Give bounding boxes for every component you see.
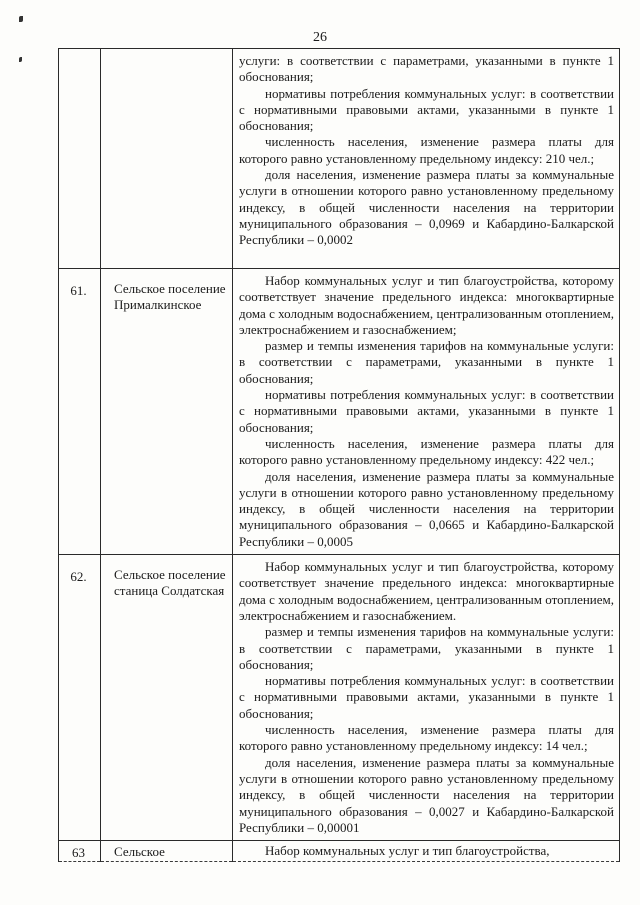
table-row — [59, 841, 620, 862]
margin-mark — [19, 16, 23, 22]
table-row — [59, 269, 620, 555]
paragraph: нормативы потребления коммунальных услуг: в соответствии с нормативными правовыми актами, указанными в пункте 1 обоснования; — [239, 387, 614, 435]
row-description — [233, 555, 620, 841]
settlement-name: Сельское поселение Прималкинское — [101, 269, 233, 555]
indices-table — [58, 48, 620, 862]
row-number: 61. — [59, 269, 101, 555]
paragraph: доля населения, изменение размера платы за коммунальные услуги в отношении которого равно установленному предельному индексу, в общей численности населения на территории муниципального образования – 0,0027 и Кабардино-Балкарской Республики – 0,00001 — [239, 754, 614, 835]
table-row — [59, 555, 620, 841]
row-description — [233, 841, 620, 862]
settlement-name: Сельское поселение станица Солдатская — [101, 555, 233, 841]
table-row — [59, 49, 620, 269]
paragraph: нормативы потребления коммунальных услуг: в соответствии с нормативными правовыми актами, указанными в пункте 1 обоснования; — [239, 85, 614, 134]
paragraph: численность населения, изменение размера платы для которого равно установленному предельному индексу: 422 чел.; — [239, 435, 614, 468]
paragraph: доля населения, изменение размера платы за коммунальные услуги в отношении которого равно установленному предельному индексу, в общей численности населения на территории муниципального образования – 0,0969 и Кабардино-Балкарской Республики – 0,0002 — [239, 167, 614, 248]
paragraph: доля населения, изменение размера платы за коммунальные услуги в отношении которого равно установленному предельному индексу, в общей численности населения на территории муниципального образования – 0,0665 и Кабардино-Балкарской Республики – 0,0005 — [239, 468, 614, 549]
paragraph: размер и темпы изменения тарифов на коммунальные услуги: в соответствии с параметрами, указанными в пункте 1 обоснования; — [239, 338, 614, 386]
row-number: 63 — [59, 841, 101, 862]
row-description — [233, 269, 620, 555]
settlement-name: Сельское — [101, 841, 233, 862]
margin-mark — [19, 57, 22, 62]
paragraph: размер и темпы изменения тарифов на коммунальные услуги: в соответствии с параметрами, указанными в пункте 1 обоснования; — [239, 624, 614, 672]
paragraph: Набор коммунальных услуг и тип благоустройства, которому соответствует значение предельного индекса: многоквартирные дома с холодным водоснабжением, централизованным отоплением, электроснабжением и газоснабжением. — [239, 559, 614, 623]
paragraph: услуги: в соответствии с параметрами, указанными в пункте 1 обоснования; — [239, 53, 614, 85]
row-number: 62. — [59, 555, 101, 841]
paragraph: нормативы потребления коммунальных услуг: в соответствии с нормативными правовыми актами, указанными в пункте 1 обоснования; — [239, 673, 614, 721]
row-number — [59, 49, 101, 269]
paragraph: численность населения, изменение размера платы для которого равно установленному предельному индексу: 210 чел.; — [239, 134, 614, 166]
paragraph: Набор коммунальных услуг и тип благоустройства, которому соответствует значение предельного индекса: многоквартирные дома с холодным водоснабжением, централизованным отоплением, электроснабжением и газоснабжением; — [239, 273, 614, 337]
page-number: 26 — [313, 30, 327, 45]
row-description — [233, 49, 620, 269]
paragraph: численность населения, изменение размера платы для которого равно установленному предельному индексу: 14 чел.; — [239, 722, 614, 754]
settlement-name — [101, 49, 233, 269]
paragraph: Набор коммунальных услуг и тип благоустройства, — [265, 843, 550, 859]
